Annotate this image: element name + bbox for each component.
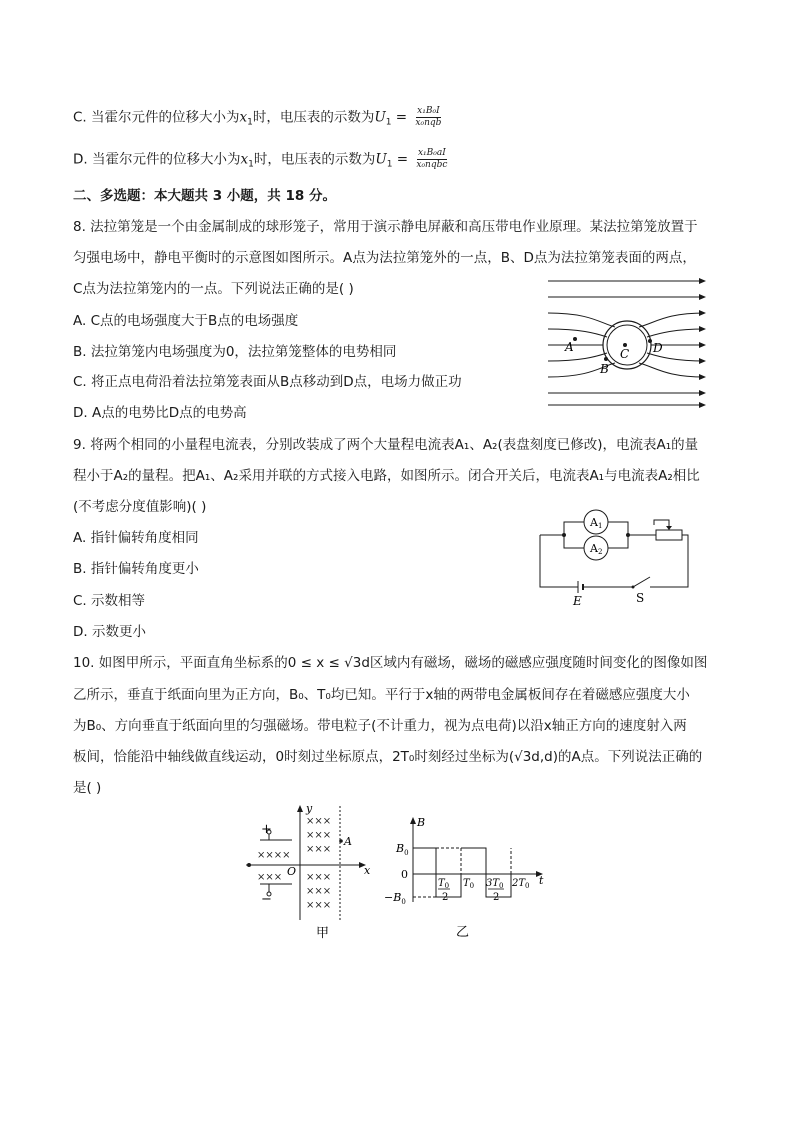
label-B: B (600, 362, 609, 376)
tick-3T0-half: $3T_0$ (486, 878, 504, 890)
svg-text:×××: ××× (306, 886, 332, 897)
plus-sign: + (261, 822, 272, 837)
q8-option-d: D. A点的电势比D点的电势高 (73, 405, 247, 421)
minus-sign: − (261, 892, 272, 907)
point-A: A (344, 835, 352, 848)
q9-option-d: D. 示数更小 (73, 624, 146, 640)
svg-text:×××: ××× (306, 844, 332, 855)
svg-text:×××: ××× (306, 830, 332, 841)
fraction: $\frac{\text{x₁B₀aI}}{\text{x₀nqbc}}$ (416, 148, 448, 170)
label-zero: 0 (401, 868, 408, 881)
label-S: S (636, 591, 645, 605)
q10-stem-line3: 为B₀、方向垂直于纸面向里的匀强磁场。带电粒子(不计重力，视为点电荷)以沿x轴正方向的速度射入两 (73, 718, 687, 734)
q9-stem-line3: (不考虑分度值影响)( ) (73, 499, 207, 515)
fraction: $\frac{\text{x₁B₀I}}{\text{x₀nqb}}$ (415, 106, 442, 128)
q7-option-d: D. 当霍尔元件的位移大小为$x_1$时，电压表的示数为$U_1$ = $\frac{\text{x₁B₀aI}}{\text{x₀nqbc}}$ (73, 148, 448, 170)
ammeter-a2: A2 (590, 542, 603, 556)
label-A: A (565, 340, 574, 354)
q10-stem-line2: 乙所示，垂直于纸面向里为正方向，B₀、T₀均已知。平行于x轴的两带电金属板间存在着磁感应强度大小 (73, 687, 690, 703)
label-E: E (573, 594, 582, 608)
section-title: 二、多选题：本大题共 3 小题，共 18 分。 (73, 188, 336, 204)
svg-text:2: 2 (442, 892, 449, 903)
svg-text:2: 2 (493, 892, 500, 903)
q8-stem-line1: 8. 法拉第笼是一个由金属制成的球形笼子，常用于演示静电屏蔽和高压带电作业原理。某法拉第笼放置于 (73, 219, 698, 235)
faraday-cage-figure (545, 275, 710, 410)
q10-stem-line4: 板间，恰能沿中轴线做直线运动，0时刻过坐标原点，2T₀时刻经过坐标为(√3d,d)的A点。下列说法正确的 (73, 749, 703, 765)
q8-option-a: A. C点的电场强度大于B点的电场强度 (73, 313, 299, 329)
axis-x: x (364, 864, 371, 877)
q9-option-b: B. 指针偏转角度更小 (73, 561, 199, 577)
figure-jia (240, 800, 385, 945)
q8-option-c: C. 将正点电荷沿着法拉第笼表面从B点移动到D点，电场力做正功 (73, 374, 462, 390)
label-B0: $B_0$ (396, 842, 409, 857)
ammeter-a1: A1 (590, 516, 603, 530)
svg-text:××××: ×××× (257, 850, 291, 861)
tick-T0: $T_0$ (463, 878, 475, 890)
tick-T0-half: $T_0$ (438, 878, 450, 890)
q9-option-a: A. 指针偏转角度相同 (73, 530, 199, 546)
svg-text:×××: ××× (306, 900, 332, 911)
q7-option-c: C. 当霍尔元件的位移大小为$x_1$时，电压表的示数为$U_1$ = $\frac{\text{x₁B₀I}}{\text{x₀nqb}}$ (73, 106, 442, 128)
label-D: D (653, 341, 663, 355)
q9-option-c: C. 示数相等 (73, 593, 146, 609)
svg-text:×××: ××× (306, 872, 332, 883)
q10-stem-line1: 10. 如图甲所示，平面直角坐标系的0 ≤ x ≤ √3d区域内有磁场，磁场的磁感应强度随时间变化的图像如图 (73, 655, 708, 671)
caption-jia: 甲 (316, 926, 330, 941)
axis-t: t (539, 874, 544, 887)
caption-yi: 乙 (456, 925, 470, 940)
axis-B: B (417, 816, 426, 829)
label-C: C (620, 347, 630, 361)
var-x: x (239, 109, 248, 126)
circuit-figure (536, 505, 696, 610)
svg-text:×××: ××× (306, 816, 332, 827)
figure-yi (382, 812, 552, 945)
svg-text:×××: ××× (257, 872, 283, 883)
q8-stem-line2: 匀强电场中，静电平衡时的示意图如图所示。A点为法拉第笼外的一点，B、D点为法拉第笼表面的两点， (73, 250, 696, 266)
label-negB0: $-B_0$ (384, 891, 406, 906)
q8-option-b: B. 法拉第笼内电场强度为0，法拉第笼整体的电势相同 (73, 344, 397, 360)
q8-stem-line3: C点为法拉第笼内的一点。下列说法正确的是( ) (73, 281, 354, 297)
axis-y: y (306, 802, 313, 815)
q9-stem-line2: 程小于A₂的量程。把A₁、A₂采用并联的方式接入电路，如图所示。闭合开关后，电流表A₁与电流表A₂相比 (73, 468, 700, 484)
tick-2T0: $2T_0$ (512, 878, 530, 890)
q9-stem-line1: 9. 将两个相同的小量程电流表，分别改装成了两个大量程电流表A₁、A₂(表盘刻度已修改)，电流表A₁的量 (73, 437, 699, 453)
q10-stem-line5: 是( ) (73, 780, 102, 796)
origin-O: O (287, 865, 297, 878)
